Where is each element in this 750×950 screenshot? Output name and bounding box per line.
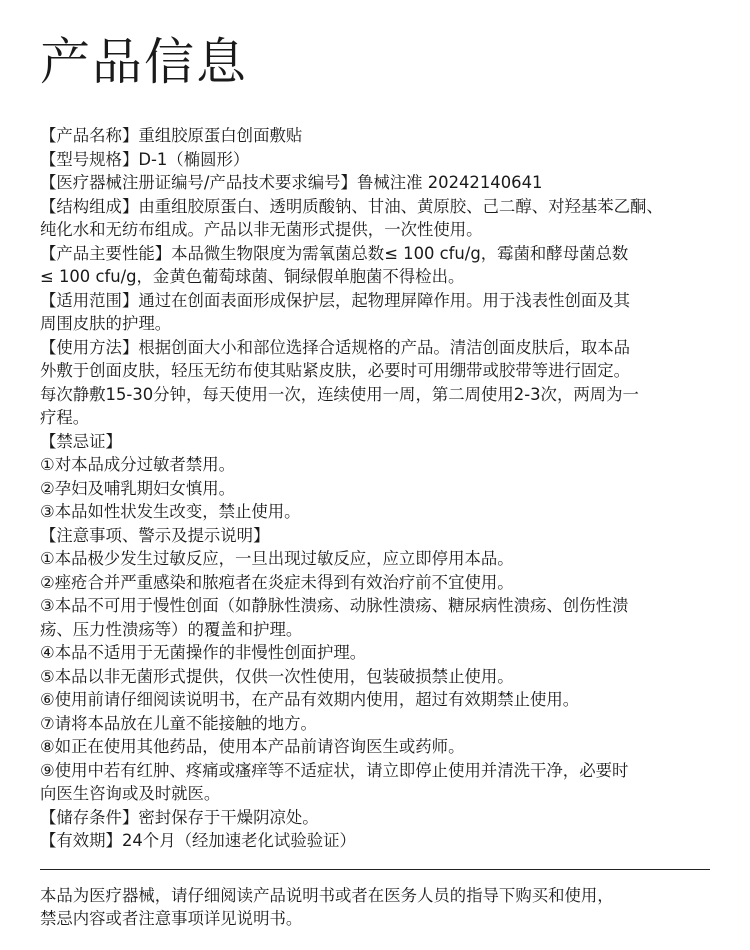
footer-line: 本品为医疗器械，请仔细阅读产品说明书或者在医务人员的指导下购买和使用， <box>40 885 614 905</box>
info-line: 【适用范围】通过在创面表面形成保护层，起物理屏障作用。用于浅表性创面及其 <box>40 290 631 310</box>
info-line: ③本品如性状发生改变，禁止使用。 <box>40 502 301 521</box>
info-line: 【使用方法】根据创面大小和部位选择合适规格的产品。清洁创面皮肤后，取本品 <box>40 337 631 357</box>
info-line: 每次静敷15-30分钟，每天使用一次，连续使用一周，第二周使用2-3次，两周为一 <box>40 384 639 404</box>
info-line: ①本品极少发生过敏反应，一旦出现过敏反应，应立即停用本品。 <box>40 549 514 568</box>
info-line: ③本品不可用于慢性创面（如静脉性溃疡、动脉性溃疡、糖尿病性溃疡、创伤性溃 <box>40 596 629 615</box>
info-line: 【医疗器械注册证编号/产品技术要求编号】鲁械注准 20242140641 <box>40 173 543 192</box>
info-line: 【产品主要性能】本品微生物限度为需氧菌总数≤ 100 cfu/g，霉菌和酵母菌总数 <box>40 243 629 263</box>
info-line: 疡、压力性溃疡等）的覆盖和护理。 <box>40 619 303 639</box>
info-line: 【结构组成】由重组胶原蛋白、透明质酸钠、甘油、黄原胶、己二醇、对羟基苯乙酮、 <box>40 196 663 216</box>
info-line: ②孕妇及哺乳期妇女慎用。 <box>40 478 235 498</box>
page-title: 产品信息 <box>40 33 248 91</box>
info-line: 疗程。 <box>40 408 90 427</box>
footer-line: 禁忌内容或者注意事项详见说明书。 <box>40 909 303 928</box>
info-line: 外敷于创面皮肤，轻压无纺布使其贴紧皮肤，必要时可用绷带或胶带等进行固定。 <box>40 361 631 380</box>
info-line: 周围皮肤的护理。 <box>40 314 172 333</box>
info-line: 【有效期】24个月（经加速老化试验验证） <box>40 831 356 850</box>
info-line: ⑥使用前请仔细阅读说明书，在产品有效期内使用，超过有效期禁止使用。 <box>40 690 580 709</box>
info-line: ≤ 100 cfu/g，金黄色葡萄球菌、铜绿假单胞菌不得检出。 <box>40 267 465 286</box>
info-line: 【型号规格】D-1（椭圆形） <box>40 149 250 169</box>
product-info-body <box>40 124 710 853</box>
info-line: ④本品不适用于无菌操作的非慢性创面护理。 <box>40 643 367 662</box>
info-line: ⑨使用中若有红肿、疼痛或瘙痒等不适症状，请立即停止使用并清洗干净，必要时 <box>40 760 629 780</box>
info-line: 【注意事项、警示及提示说明】 <box>40 525 270 545</box>
info-line: 向医生咨询或及时就医。 <box>40 784 221 803</box>
info-line: ⑤本品以非无菌形式提供，仅供一次性使用，包装破损禁止使用。 <box>40 666 514 686</box>
info-line: 【禁忌证】 <box>40 431 122 451</box>
info-line: ⑦请将本品放在儿童不能接触的地方。 <box>40 713 317 733</box>
info-line: 纯化水和无纺布组成。产品以非无菌形式提供，一次性使用。 <box>40 220 483 239</box>
info-line: ②痤疮合并严重感染和脓疱者在炎症未得到有效治疗前不宜使用。 <box>40 572 514 592</box>
info-line: ⑧如正在使用其他药品，使用本产品前请咨询医生或药师。 <box>40 737 465 756</box>
info-line: 【产品名称】重组胶原蛋白创面敷贴 <box>40 126 303 145</box>
divider <box>40 869 710 870</box>
footer-notice <box>40 884 710 931</box>
info-line: ①对本品成分过敏者禁用。 <box>40 455 235 474</box>
info-line: 【储存条件】密封保存于干燥阴凉处。 <box>40 807 319 827</box>
